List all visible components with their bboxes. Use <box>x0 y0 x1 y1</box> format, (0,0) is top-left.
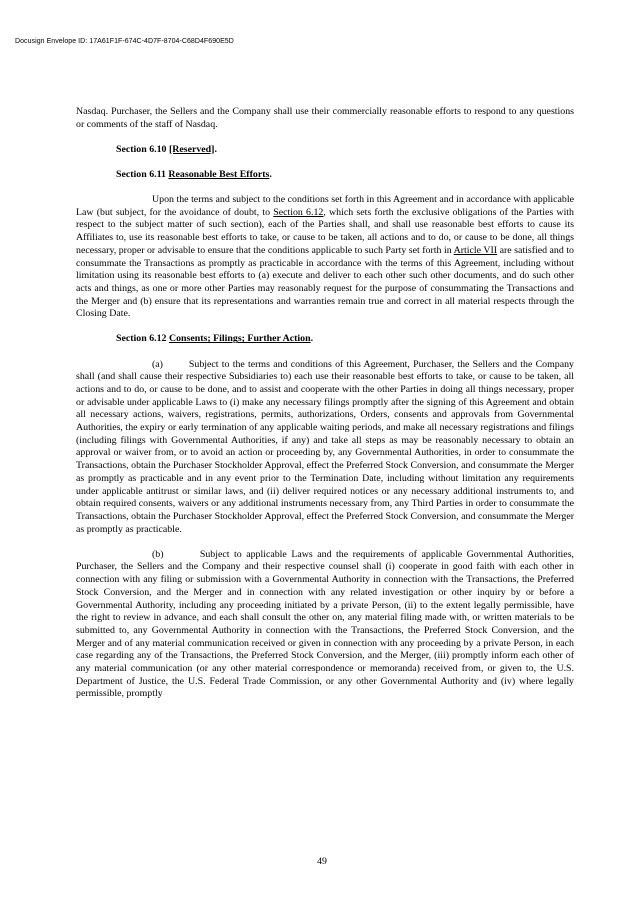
section-6-11-heading: Section 6.11 Reasonable Best Efforts. <box>116 168 272 180</box>
document-body <box>76 106 574 714</box>
cross-reference-article-vii: Article VII <box>453 244 498 256</box>
paragraph-6-12-b: (b) Subject to applicable Laws and the requirements of applicable Governmental Authorities, Purchaser, the Sellers and the Company and their respective counsel shall (i) cooperate in good faith with each other in connection with any filing or submission with a Governmental Authority in connection with the Transactions, the Preferred Stock Conversion, and the Merger and in connection with any related investigation or other inquiry by or before a Governmental Authority, including any proceeding initiated by a private Person, (ii) to the extent legally permissible, have the right to review in advance, and each shall consult the other on, any material filing made with, or written materials to be submitted to, any Governmental Authority in connection with the Transactions, the Preferred Stock Conversion, and the Merger and of any material communication received or given in connection with any proceeding by a private Person, in each case regarding any of the Transactions, the Preferred Stock Conversion, and the Merger, (iii) promptly inform each other of any material communication (or any other material correspondence or memoranda) received from, or given to, the U.S. Department of Justice, the U.S. Federal Trade Commission, or any other Governmental Authority and (iv) where legally permissible, promptly <box>76 548 574 700</box>
section-title: Consents; Filings; Further Action <box>168 333 311 345</box>
paragraph-nasdaq: Nasdaq. Purchaser, the Sellers and the Company shall use their commercially reasonable efforts to respond to any questions or comments of the staff of Nasdaq. <box>76 106 574 130</box>
section-6-12-heading: Section 6.12 Consents; Filings; Further Action. <box>116 333 314 345</box>
section-label: Section 6.10 <box>116 143 167 155</box>
page-number: 49 <box>317 856 327 867</box>
cross-reference-section-6-12: Section 6.12 <box>273 206 324 218</box>
section-title: Reasonable Best Efforts <box>168 168 270 180</box>
section-label: Section 6.11 <box>116 168 166 180</box>
envelope-id: Docusign Envelope ID: 17A61F1F-674C-4D7F-8704-C68D4F690E5D <box>15 38 234 45</box>
paragraph-6-12-a: (a) Subject to the terms and conditions of this Agreement, Purchaser, the Sellers and the Company shall (and shall cause their respective Subsidiaries to) each use their reasonable best efforts to take, or cause to be taken, all actions and to do, or cause to be done, and to assist and cooperate with the other Parties in doing all things necessary, proper or advisable under applicable Laws to (i) make any necessary filings promptly after the signing of this Agreement and obtain all necessary actions, waivers, registrations, permits, authorizations, Orders, consents and approvals from Governmental Authorities, the expiry or early termination of any applicable waiting periods, and make all necessary registrations and filings (including filings with Governmental Authorities, if any) and take all steps as may be reasonably necessary to obtain an approval or waiver from, or to avoid an action or proceeding by, any Governmental Authorities, in order to consummate the Transactions, obtain the Purchaser Stockholder Approval, effect the Preferred Stock Conversion, and consummate the Merger as promptly as practicable and in any event prior to the Termination Date, including without limitation any requirements under applicable antitrust or similar laws, and (ii) deliver required notices or any necessary additional instruments to, and obtain required consents, waivers or any additional instruments necessary from, any Third Parties in order to consummate the Transactions, obtain the Purchaser Stockholder Approval, effect the Preferred Stock Conversion, and consummate the Merger as promptly as practicable. <box>76 358 574 535</box>
section-6-10-heading: Section 6.10 [Reserved]. <box>116 143 217 155</box>
paragraph-6-11: Upon the terms and subject to the conditions set forth in this Agreement and in accordance with applicable Law (but subject, for the avoidance of doubt, to Section 6.12, which sets forth the exclusive obligations of the Parties with respect to the subject matter of such section), each of the Parties shall, and shall use reasonable best efforts to cause its Affiliates to, use its reasonable best efforts to take, or cause to be taken, all actions and to do, or cause to be done, all things necessary, proper or advisable to ensure that the conditions applicable to such Party set forth in Article VII are satisfied and to consummate the Transactions as promptly as practicable in accordance with the terms of this Agreement, including without limitation using its reasonable best efforts to (a) execute and deliver to each other such other documents, and do such other acts and things, as one or more other Parties may reasonably request for the purpose of consummating the Transactions and the Merger and (b) ensure that its representations and warranties remain true and correct in all material respects through the Closing Date. <box>76 193 574 320</box>
section-label: Section 6.12 <box>116 333 167 345</box>
section-title: [Reserved] <box>168 143 215 155</box>
